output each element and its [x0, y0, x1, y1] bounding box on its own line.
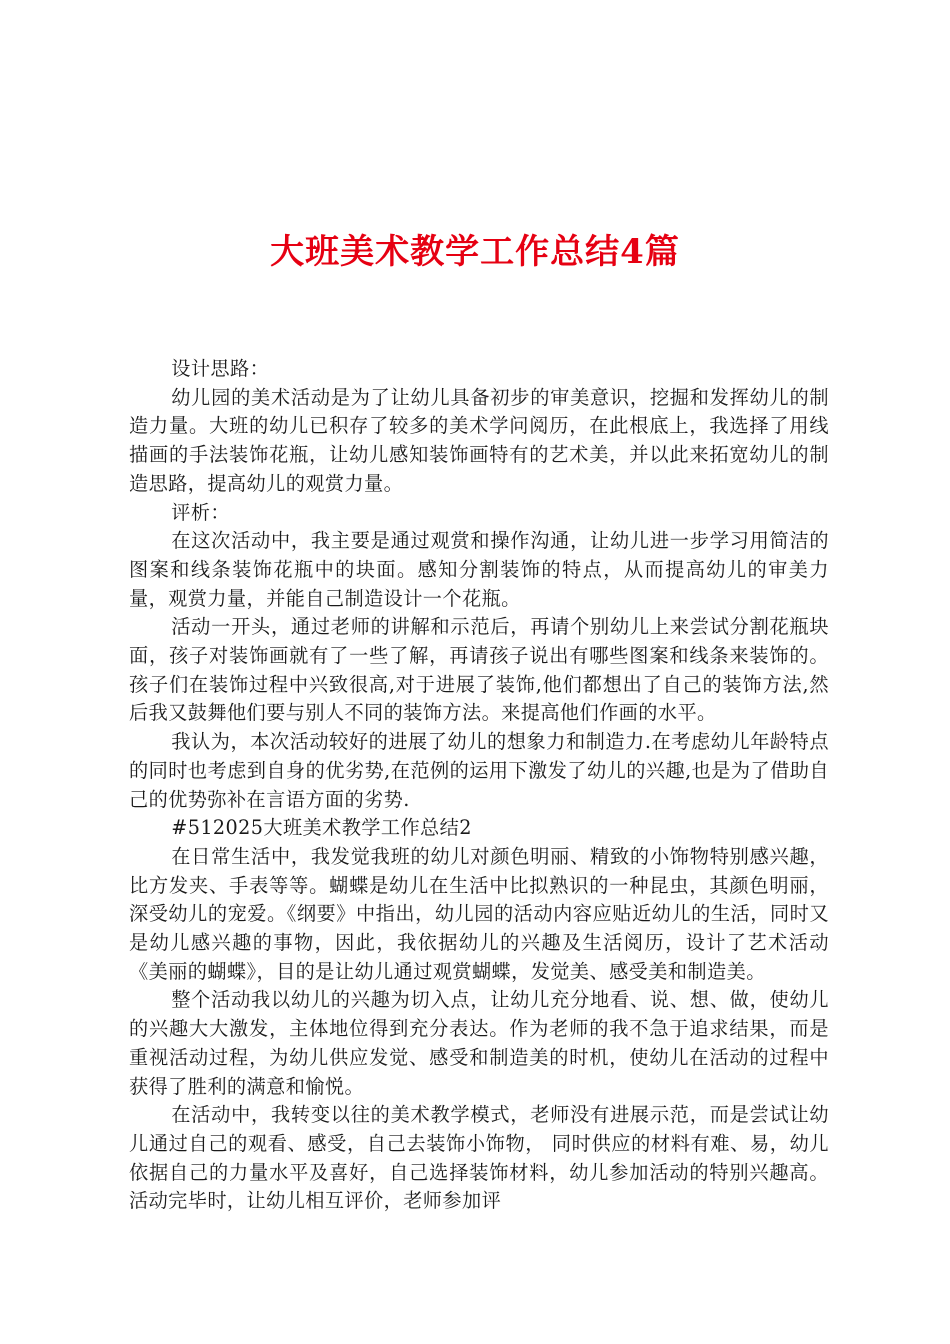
- section-heading-summary-2: #512025大班美术教学工作总结2: [171, 816, 472, 840]
- section-heading-design: 设计思路：: [171, 357, 270, 380]
- paragraph: 我认为，本次活动较好的进展了幼儿的想象力和制造力.在考虑幼儿年龄特点的同时也考虑到自身的优劣势,在范例的运用下激发了幼儿的兴趣,也是为了借助自己的优势弥补在言语方面的劣势.: [129, 730, 829, 811]
- document-body: [129, 355, 829, 1216]
- document-title: 大班美术教学工作总结4篇: [270, 231, 680, 272]
- paragraph: 整个活动我以幼儿的兴趣为切入点，让幼儿充分地看、说、想、做，使幼儿的兴趣大大激发，主体地位得到充分表达。作为老师的我不急于追求结果，而是重视活动过程，为幼儿供应发觉、感受和制造美的时机，使幼儿在活动的过程中获得了胜利的满意和愉悦。: [129, 988, 829, 1098]
- paragraph: 幼儿园的美术活动是为了让幼儿具备初步的审美意识，挖掘和发挥幼儿的制造力量。大班的幼儿已积存了较多的美术学问阅历，在此根底上，我选择了用线描画的手法装饰花瓶，让幼儿感知装饰画特有的艺术美，并以此来拓宽幼儿的制造思路，提高幼儿的观赏力量。: [129, 385, 829, 495]
- paragraph: 活动一开头，通过老师的讲解和示范后，再请个别幼儿上来尝试分割花瓶块面，孩子对装饰画就有了一些了解，再请孩子说出有哪些图案和线条来装饰的。孩子们在装饰过程中兴致很高,对于进展了装饰,他们都想出了自己的装饰方法,然后我又鼓舞他们要与别人不同的装饰方法。来提高他们作画的水平。: [129, 615, 829, 725]
- paragraph: 在这次活动中，我主要是通过观赏和操作沟通，让幼儿进一步学习用简洁的图案和线条装饰花瓶中的块面。感知分割装饰的特点，从而提高幼儿的审美力量，观赏力量，并能自己制造设计一个花瓶。: [129, 529, 829, 610]
- paragraph: 在活动中，我转变以往的美术教学模式，老师没有进展示范，而是尝试让幼儿通过自己的观看、感受，自己去装饰小饰物， 同时供应的材料有难、易，幼儿依据自己的力量水平及喜好，自己选择装饰材料，幼儿参加活动的特别兴趣高。活动完毕时，让幼儿相互评价，老师参加评: [129, 1103, 829, 1213]
- section-heading-analysis: 评析：: [171, 500, 230, 524]
- paragraph: 在日常生活中，我发觉我班的幼儿对颜色明丽、精致的小饰物特别感兴趣，比方发夹、手表等等。蝴蝶是幼儿在生活中比拟熟识的一种昆虫，其颜色明丽，深受幼儿的宠爱。《纲要》中指出，幼儿园的活动内容应贴近幼儿的生活，同时又是幼儿感兴趣的事物，因此，我依据幼儿的兴趣及生活阅历，设计了艺术活动《美丽的蝴蝶》，目的是让幼儿通过观赏蝴蝶，发觉美、感受美和制造美。: [129, 844, 829, 983]
